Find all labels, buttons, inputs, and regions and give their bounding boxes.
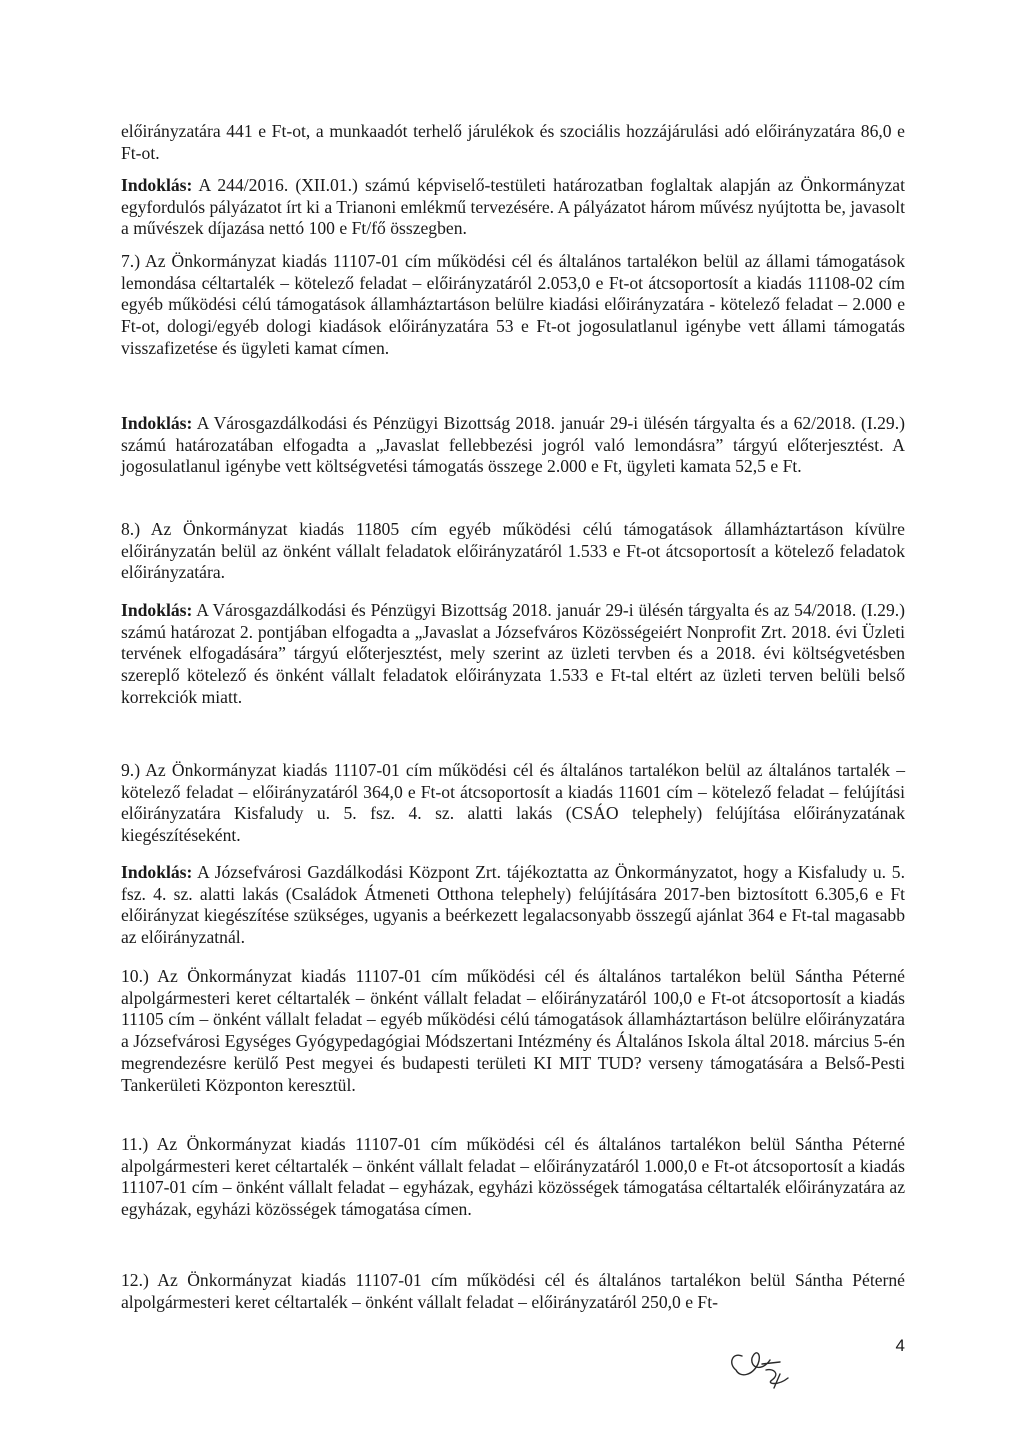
- indoklas-label: Indoklás:: [121, 175, 193, 195]
- indoklas-label: Indoklás:: [121, 862, 193, 882]
- indoklas-label: Indoklás:: [121, 600, 193, 620]
- paragraph-item-8: 8.) Az Önkormányzat kiadás 11805 cím egyéb működési célú támogatások államháztartáson kívülre előirányzatán belül az önként vállalt feladatok előirányzatáról 1.533 e Ft-ot átcsoportosít a kötelező feladatok előirányzatára.: [121, 519, 905, 583]
- paragraph-indoklas-9: Indoklás: A Józsefvárosi Gazdálkodási Központ Zrt. tájékoztatta az Önkormányzatot, hogy a Kisfaludy u. 5. fsz. 4. sz. alatti lakás (Családok Átmeneti Otthona telephely) felújítására 2017-ben biztosított 6.305,6 e Ft előirányzat kiegészítése szükséges, ugyanis a beérkezett legalacsonyabb összegű ajánlat 364 e Ft-tal magasabb az előirányzatnál.: [121, 862, 905, 948]
- signature-initials: [722, 1334, 812, 1394]
- paragraph-item-7: 7.) Az Önkormányzat kiadás 11107-01 cím működési cél és általános tartalékon belül az állami támogatások lemondása céltartalék – kötelező feladat – előirányzatáról 2.053,0 e Ft-ot átcsoportosít a kiadás 11108-02 cím egyéb működési célú támogatások államháztartáson belülre kiadási előirányzatára - kötelező feladat – 2.000 e Ft-ot, dologi/egyéb dologi kiadások előirányzatára 53 e Ft-ot jogosulatlanul igénybe vett állami támogatás visszafizetése és ügyleti kamat címen.: [121, 251, 905, 358]
- paragraph-indoklas-8: Indoklás: A Városgazdálkodási és Pénzügyi Bizottság 2018. január 29-i ülésén tárgyalta és az 54/2018. (I.29.) számú határozat 2. pontjában elfogadta a „Javaslat a Józsefváros Közösségeiért Nonprofit Zrt. 2018. évi Üzleti tervének elfogadására” tárgyú előterjesztést, mely szerint az üzleti tervben és a 2018. évi költségvetésben szereplő kötelező és önként vállalt feladatok előirányzata 1.533 e Ft-tal eltért az üzleti terven belüli belső korrekciók miatt.: [121, 600, 905, 707]
- indoklas-label: Indoklás:: [121, 413, 193, 433]
- page-number: 4: [895, 1336, 905, 1355]
- paragraph-indoklas-7: Indoklás: A Városgazdálkodási és Pénzügyi Bizottság 2018. január 29-i ülésén tárgyalta és a 62/2018. (I.29.) számú határozatában elfogadta a „Javaslat fellebbezési jogról való lemondásra” tárgyú előterjesztést. A jogosulatlanul igénybe vett költségvetési támogatás összege 2.000 e Ft, ügyleti kamata 52,5 e Ft.: [121, 413, 905, 477]
- paragraph-6-continuation: előirányzatára 441 e Ft-ot, a munkaadót terhelő járulékok és szociális hozzájárulási adó előirányzatára 86,0 e Ft-ot.: [121, 121, 905, 163]
- paragraph-indoklas-6: Indoklás: A 244/2016. (XII.01.) számú képviselő-testületi határozatban foglaltak alapján az Önkormányzat egyfordulós pályázatot írt ki a Trianoni emlékmű tervezésére. A pályázatot három művész nyújtotta be, javasolt a művészek díjazása nettó 100 e Ft/fő összegben.: [121, 175, 905, 239]
- paragraph-item-10: 10.) Az Önkormányzat kiadás 11107-01 cím működési cél és általános tartalékon belül Sántha Péterné alpolgármesteri keret céltartalék – önként vállalt feladat – előirányzatáról 100,0 e Ft-ot átcsoportosít a kiadás 11105 cím – önként vállalt feladat – egyéb működési célú támogatások államháztartáson belülre előirányzatára a Józsefvárosi Egységes Gyógypedagógiai Módszertani Intézmény és Általános Iskola által 2018. március 5-én megrendezésre kerülő Pest megyei és budapesti területi KI MIT TUD? verseny támogatására a Belső-Pesti Tankerületi Központon keresztül.: [121, 966, 905, 1095]
- paragraph-item-9: 9.) Az Önkormányzat kiadás 11107-01 cím működési cél és általános tartalékon belül az általános tartalék – kötelező feladat – előirányzatáról 364,0 e Ft-ot átcsoportosít a kiadás 11601 cím – kötelező feladat – felújítási előirányzatára Kisfaludy u. 5. fsz. 4. sz. alatti lakás (CSÁO telephely) felújítása előirányzatának kiegészítéseként.: [121, 760, 905, 846]
- paragraph-item-12: 12.) Az Önkormányzat kiadás 11107-01 cím működési cél és általános tartalékon belül Sántha Péterné alpolgármesteri keret céltartalék – önként vállalt feladat – előirányzatáról 250,0 e Ft-: [121, 1270, 905, 1312]
- paragraph-item-11: 11.) Az Önkormányzat kiadás 11107-01 cím működési cél és általános tartalékon belül Sántha Péterné alpolgármesteri keret céltartalék – önként vállalt feladat – előirányzatáról 1.000,0 e Ft-ot átcsoportosít a kiadás 11107-01 cím – önként vállalt feladat – egyházak, egyházi közösségek támogatása céltartalék előirányzatára az egyházak, egyházi közösségek támogatása címen.: [121, 1134, 905, 1220]
